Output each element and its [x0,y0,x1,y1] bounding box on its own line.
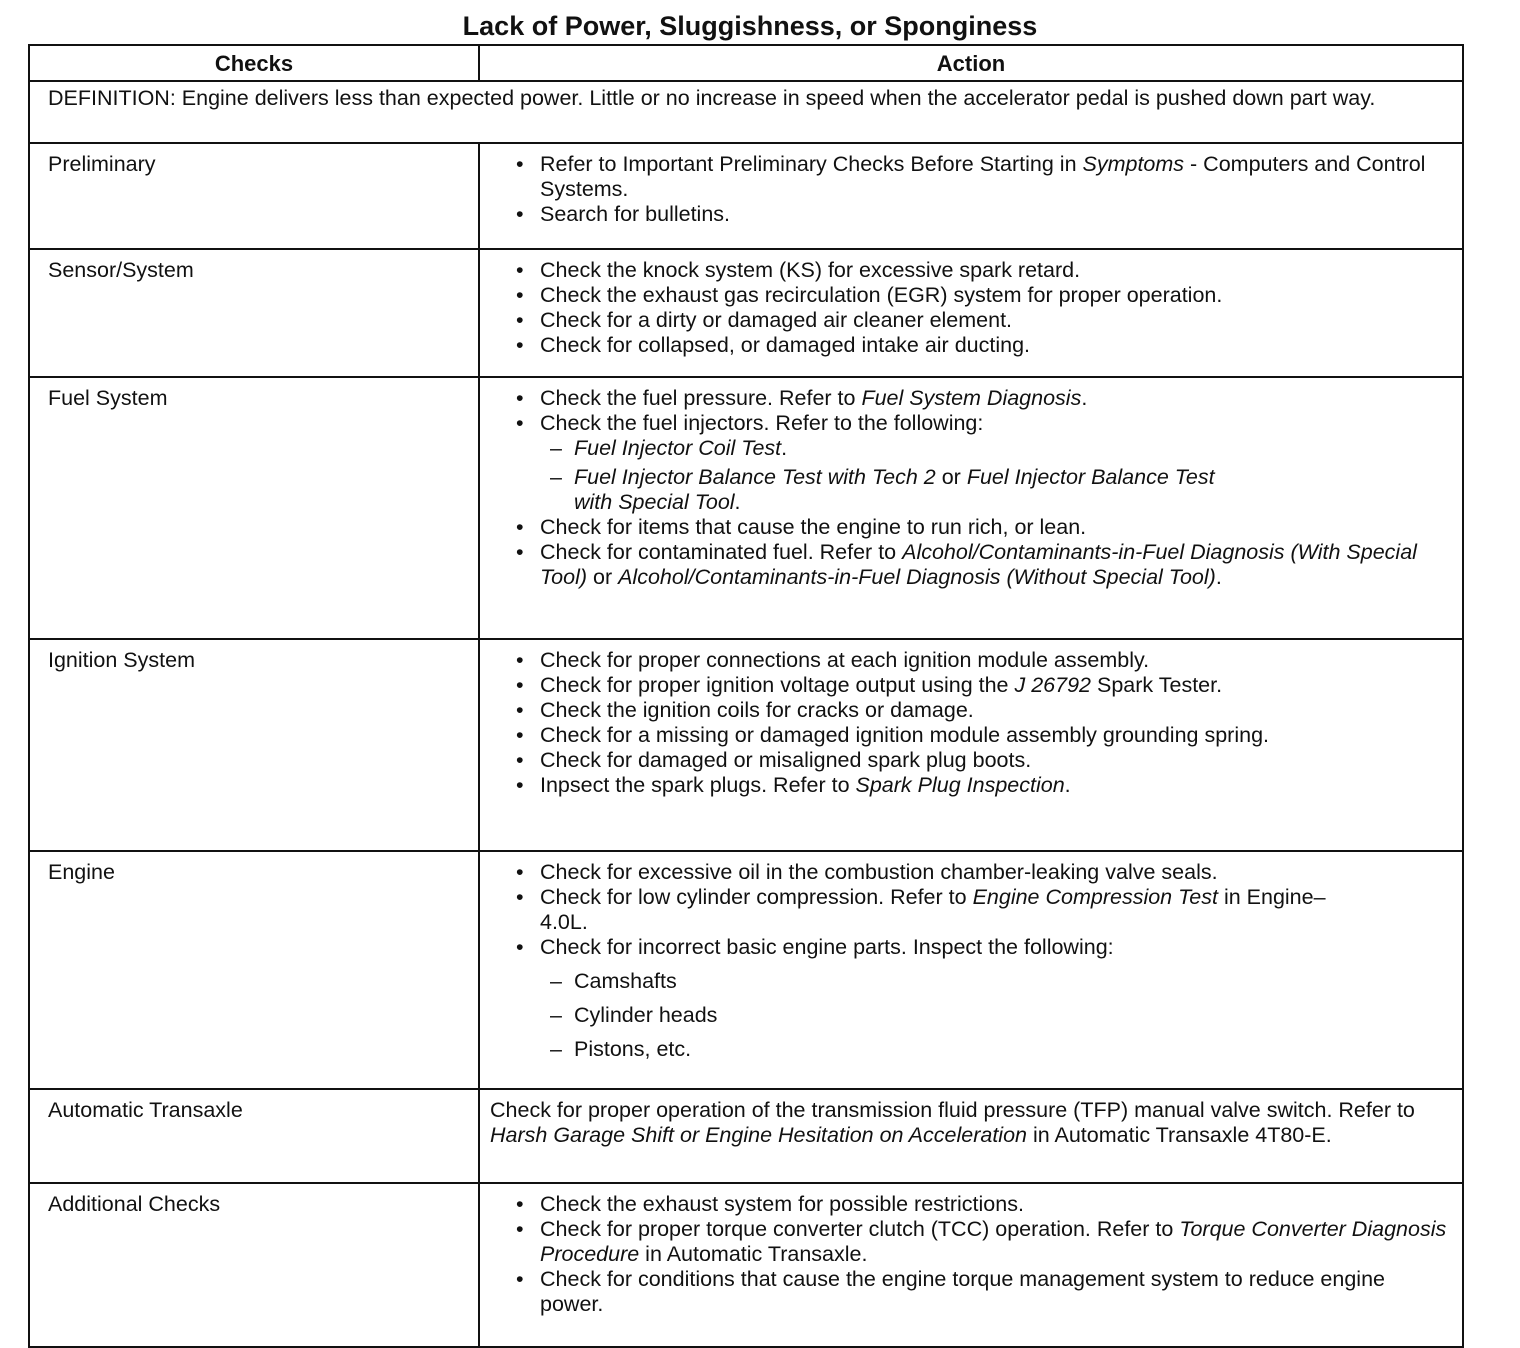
list-item: • Check for proper connections at each ignition module assembly. [516,648,1448,673]
list-item: • Inpsect the spark plugs. Refer to Spark Plug Inspection. [516,773,1448,798]
sub-list-item: – Fuel Injector Coil Test. [550,436,1448,461]
list-item: • Check the knock system (KS) for excessive spark retard. [516,258,1448,283]
check-sensor-system: Sensor/System [29,249,479,377]
list-item: • Check for contaminated fuel. Refer to Alcohol/Contaminants-in-Fuel Diagnosis (With Special Tool) or Alcohol/Contaminants-in-Fuel Diagnosis (Without Special Tool). [516,540,1448,590]
table-row [29,1183,1463,1347]
check-fuel-system: Fuel System [29,377,479,639]
list-item: • Check the fuel pressure. Refer to Fuel System Diagnosis. [516,386,1448,411]
header-row [29,45,1463,81]
table-row [29,377,1463,639]
action-ignition-system [479,639,1463,851]
table-row [29,1089,1463,1183]
list-item: • Search for bulletins. [516,202,1448,227]
list-item: • Check for incorrect basic engine parts. Inspect the following: – Camshafts – Cylinder heads – Pistons, etc. [516,935,1448,1062]
check-preliminary: Preliminary [29,143,479,249]
action-fuel-system [479,377,1463,639]
check-engine: Engine [29,851,479,1089]
list-item: • Check the exhaust system for possible restrictions. [516,1192,1448,1217]
list-item: • Check for damaged or misaligned spark plug boots. [516,748,1448,773]
list-item: • Check for a dirty or damaged air cleaner element. [516,308,1448,333]
list-item: • Refer to Important Preliminary Checks Before Starting in Symptoms - Computers and Control Systems. [516,152,1448,202]
table-row [29,249,1463,377]
sub-list-item: – Pistons, etc. [550,1037,1448,1062]
action-engine [479,851,1463,1089]
action-automatic-transaxle: Check for proper operation of the transmission fluid pressure (TFP) manual valve switch. Refer to Harsh Garage Shift or Engine Hesitation on Acceleration in Automatic Transaxle 4T80-E. [479,1089,1463,1183]
list-item: • Check the fuel injectors. Refer to the following: – Fuel Injector Coil Test. – Fuel Injector Balance Test with Tech 2 or Fuel Injector Balance Test with Special Tool. [516,411,1448,515]
list-item: • Check for conditions that cause the engine torque management system to reduce engine power. [516,1267,1448,1317]
table-row [29,143,1463,249]
list-item: • Check the ignition coils for cracks or damage. [516,698,1448,723]
sub-list-item: – Cylinder heads [550,1003,1448,1028]
check-ignition-system: Ignition System [29,639,479,851]
sub-list-item: – Camshafts [550,969,1448,994]
list-item: • Check for proper torque converter clutch (TCC) operation. Refer to Torque Converter Diagnosis Procedure in Automatic Transaxle. [516,1217,1448,1267]
definition-text: DEFINITION: Engine delivers less than expected power. Little or no increase in speed when the accelerator pedal is pushed down part way. [29,81,1463,143]
action-preliminary [479,143,1463,249]
list-item: • Check for proper ignition voltage output using the J 26792 Spark Tester. [516,673,1448,698]
action-sensor-system [479,249,1463,377]
checks-header: Checks [29,45,479,81]
check-automatic-transaxle: Automatic Transaxle [29,1089,479,1183]
action-header: Action [479,45,1463,81]
definition-row [29,81,1463,143]
page-title: Lack of Power, Sluggishness, or Sponginess [462,11,1038,41]
action-additional-checks [479,1183,1463,1347]
list-item: • Check for low cylinder compression. Refer to Engine Compression Test in Engine–4.0L. [516,885,1448,935]
list-item: • Check for collapsed, or damaged intake air ducting. [516,333,1448,358]
check-additional-checks: Additional Checks [29,1183,479,1347]
list-item: • Check for excessive oil in the combustion chamber-leaking valve seals. [516,860,1448,885]
table-row [29,639,1463,851]
table-row [29,851,1463,1089]
list-item: • Check the exhaust gas recirculation (EGR) system for proper operation. [516,283,1448,308]
diagnosis-table [28,44,1464,1348]
sub-list-item: – Fuel Injector Balance Test with Tech 2 or Fuel Injector Balance Test with Special Tool. [550,465,1448,515]
list-item: • Check for a missing or damaged ignition module assembly grounding spring. [516,723,1448,748]
list-item: • Check for items that cause the engine to run rich, or lean. [516,515,1448,540]
